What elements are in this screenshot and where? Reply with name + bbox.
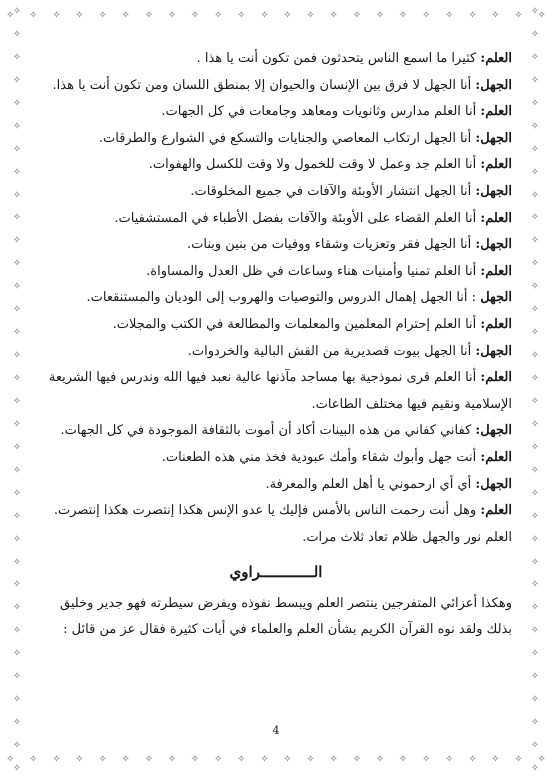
border-right [528, 6, 542, 774]
border-ornament-icon: ✧ [12, 464, 22, 476]
dialogue-text: أنا العلم إحترام المعلمين والمعلمات والمطالعة في الكتب والمجلات. [112, 316, 481, 332]
border-ornament-icon: ✧ [12, 212, 22, 224]
speaker-label: العلم: [480, 370, 512, 386]
border-ornament-icon: ✧ [530, 189, 540, 201]
border-ornament-icon: ✧ [329, 10, 338, 21]
border-ornament-icon: ✧ [530, 464, 540, 476]
border-ornament-icon: ✧ [352, 10, 362, 21]
border-ornament-icon: ✧ [329, 754, 338, 765]
border-ornament-icon: ✧ [530, 327, 540, 339]
border-ornament-icon: ✧ [237, 10, 246, 21]
border-ornament-icon: ✧ [12, 143, 22, 155]
dialogue-line [40, 152, 512, 179]
border-ornament-icon: ✧ [12, 694, 22, 706]
border-ornament-icon: ✧ [530, 28, 540, 40]
border-ornament-icon: ✧ [190, 10, 200, 21]
dialogue-line [40, 498, 512, 525]
border-ornament-icon: ✧ [530, 395, 540, 407]
border-ornament-icon: ✧ [530, 212, 540, 224]
dialogue-line [40, 418, 512, 445]
border-ornament-icon: ✧ [12, 258, 22, 270]
border-bottom [6, 754, 546, 770]
border-ornament-icon: ✧ [530, 671, 540, 683]
border-ornament-icon: ✧ [12, 762, 22, 774]
border-ornament-icon: ✧ [530, 694, 540, 706]
border-ornament-icon: ✧ [52, 754, 61, 765]
border-ornament-icon: ✧ [213, 10, 223, 21]
border-ornament-icon: ✧ [237, 754, 246, 765]
border-ornament-icon: ✧ [12, 28, 22, 40]
page-number: 4 [272, 724, 280, 737]
border-ornament-icon: ✧ [530, 373, 540, 384]
speaker-label: الجهل: [475, 237, 512, 253]
speaker-label: الجهل: [475, 343, 512, 359]
border-ornament-icon: ✧ [283, 10, 292, 21]
speaker-label: العلم: [480, 104, 512, 120]
dialogue-text: وهل أنت رحمت الناس بالأمس فإليك يا عدو الإنس هكذا إنتصرت هكذا إنتصرت. [53, 503, 481, 519]
border-ornament-icon: ✧ [530, 579, 540, 591]
border-ornament-icon: ✧ [12, 487, 22, 499]
border-ornament-icon: ✧ [260, 10, 269, 21]
dialogue-text: كثيرا ما اسمع الناس يتحدثون فمن تكون أنت يا هذا . [196, 51, 481, 66]
border-ornament-icon: ✧ [12, 602, 22, 614]
dialogue-text: أنا العلم القضاء على الأوبئة والآفات بفضل الأطباء في المستشفيات. [114, 210, 481, 226]
border-ornament-icon: ✧ [12, 97, 22, 109]
dialogue-text: أنا الجهل بيوت قصديرية من القش البالية والخردوات. [187, 343, 476, 359]
dialogue-text: أنا الجهل انتشار الأوبئة والآفات في جميع المخلوقات. [190, 183, 476, 199]
border-ornament-icon: ✧ [306, 754, 315, 765]
border-ornament-icon: ✧ [12, 120, 22, 132]
speaker-label: العلم: [480, 263, 512, 279]
border-ornament-icon: ✧ [12, 51, 22, 63]
border-ornament-icon: ✧ [530, 533, 540, 545]
dialogue-line [40, 73, 512, 100]
speaker-label: العلم: [480, 503, 512, 519]
border-ornament-icon: ✧ [6, 10, 15, 21]
dialogue-text: أي أي ارحموني يا أهل العلم والمعرفة. [265, 476, 476, 492]
dialogue-text: أنا الجهل ارتكاب المعاصي والجنايات والتسكع في الشوارع والطرقات. [98, 130, 476, 146]
border-ornament-icon: ✧ [283, 754, 292, 765]
narrator-line: وهكذا أعزائي المتفرجين ينتصر العلم ويبسط نفوذه ويفرض سيطرته فهو جدير وخليق [60, 596, 512, 612]
border-ornament-icon: ✧ [98, 754, 107, 765]
dialogue-text: أنت جهل وأبوك شقاء وأمك عبودية فخذ مني هذه الطعنات. [161, 449, 481, 465]
border-ornament-icon: ✧ [445, 10, 454, 21]
border-ornament-icon: ✧ [12, 166, 22, 178]
border-ornament-icon: ✧ [530, 74, 540, 86]
border-ornament-icon: ✧ [12, 441, 22, 453]
border-ornament-icon: ✧ [530, 717, 540, 729]
border-ornament-icon: ✧ [352, 754, 362, 765]
border-ornament-icon: ✧ [306, 10, 315, 21]
border-ornament-icon: ✧ [530, 143, 540, 155]
border-ornament-icon: ✧ [514, 10, 523, 21]
dialogue-line [40, 206, 512, 233]
dialogue-text: أنا العلم مدارس وثانويات ومعاهد وجامعات في كل الجهات. [161, 104, 481, 120]
border-ornament-icon: ✧ [144, 754, 154, 765]
border-ornament-icon: ✧ [12, 373, 22, 384]
narrator-heading: الــــــــــــراوي [229, 563, 323, 582]
border-ornament-icon: ✧ [491, 754, 500, 765]
border-ornament-icon: ✧ [375, 754, 385, 765]
dialogue-text: أنا العلم تمنيا وأمنيات هناء وساعات في ظل العدل والمساواة. [146, 263, 481, 279]
border-ornament-icon: ✧ [530, 762, 540, 774]
border-ornament-icon: ✧ [12, 6, 22, 17]
dialogue-text: العلم نور والجهل ظلام تعاد ثلاث مرات. [302, 529, 512, 545]
speaker-label: العلم: [480, 51, 512, 66]
dialogue-line [40, 472, 512, 499]
border-ornament-icon: ✧ [167, 10, 177, 21]
border-ornament-icon: ✧ [121, 10, 130, 21]
border-ornament-icon: ✧ [537, 10, 546, 21]
border-ornament-icon: ✧ [530, 120, 540, 132]
speaker-label: الجهل: [475, 77, 512, 93]
border-ornament-icon: ✧ [12, 235, 22, 247]
dialogue-line [40, 232, 512, 259]
border-ornament-icon: ✧ [12, 671, 22, 683]
border-ornament-icon: ✧ [530, 281, 540, 293]
border-ornament-icon: ✧ [98, 10, 107, 21]
dialogue-line [40, 525, 512, 552]
border-ornament-icon: ✧ [468, 754, 477, 765]
dialogue-line [40, 46, 512, 73]
speaker-label: العلم: [480, 210, 512, 226]
border-ornament-icon: ✧ [491, 10, 500, 21]
border-ornament-icon: ✧ [12, 556, 22, 568]
border-ornament-icon: ✧ [75, 10, 84, 21]
dialogue-line [40, 259, 512, 286]
speaker-label: العلم: [480, 157, 512, 173]
border-ornament-icon: ✧ [12, 579, 22, 591]
border-ornament-icon: ✧ [12, 350, 22, 362]
border-ornament-icon: ✧ [530, 304, 540, 316]
border-ornament-icon: ✧ [537, 754, 546, 765]
border-ornament-icon: ✧ [12, 189, 22, 201]
dialogue-line [40, 445, 512, 472]
border-ornament-icon: ✧ [6, 754, 15, 765]
border-ornament-icon: ✧ [12, 533, 22, 545]
border-ornament-icon: ✧ [12, 648, 22, 660]
border-ornament-icon: ✧ [530, 441, 540, 453]
dialogue-text: : أنا الجهل إهمال الدروس والتوصيات والهروب إلى الوديان والمستنقعات. [86, 290, 481, 306]
border-ornament-icon: ✧ [260, 754, 269, 765]
border-top [6, 10, 546, 26]
border-ornament-icon: ✧ [12, 304, 22, 316]
border-ornament-icon: ✧ [530, 556, 540, 568]
speaker-label: العلم: [480, 449, 512, 465]
border-ornament-icon: ✧ [12, 418, 22, 430]
border-ornament-icon: ✧ [12, 327, 22, 339]
border-ornament-icon: ✧ [144, 10, 154, 21]
border-ornament-icon: ✧ [530, 258, 540, 270]
border-ornament-icon: ✧ [12, 281, 22, 293]
border-ornament-icon: ✧ [12, 625, 22, 637]
speaker-label: الجهل: [475, 476, 512, 492]
border-ornament-icon: ✧ [213, 754, 223, 765]
border-ornament-icon: ✧ [530, 740, 540, 751]
border-ornament-icon: ✧ [530, 625, 540, 637]
border-ornament-icon: ✧ [421, 10, 431, 21]
border-ornament-icon: ✧ [530, 602, 540, 614]
dialogue-text: أنا العلم قرى نموذجية بها مساجد مآذنها عالية نعبد فيها الله وندرس فيها الشريعة الإسلامية ونقيم فيها مختلف الطاعات. [48, 370, 512, 412]
border-ornament-icon: ✧ [375, 10, 385, 21]
dialogue-line [40, 99, 512, 126]
border-ornament-icon: ✧ [190, 754, 200, 765]
dialogue-line [40, 179, 512, 206]
speaker-label: الجهل: [475, 423, 512, 439]
speaker-label: الجهل: [475, 183, 512, 199]
border-ornament-icon: ✧ [445, 754, 454, 765]
border-ornament-icon: ✧ [468, 10, 477, 21]
border-ornament-icon: ✧ [29, 754, 38, 765]
dialogue-text: كفاني كفاني من هذه البينات أكاد أن أموت بالثقافة الموجودة في كل الجهات. [60, 423, 476, 439]
border-ornament-icon: ✧ [167, 754, 177, 765]
border-ornament-icon: ✧ [12, 717, 22, 729]
border-ornament-icon: ✧ [514, 754, 523, 765]
border-ornament-icon: ✧ [12, 395, 22, 407]
dialogue-section [40, 46, 512, 551]
border-ornament-icon: ✧ [530, 350, 540, 362]
border-ornament-icon: ✧ [530, 97, 540, 109]
border-ornament-icon: ✧ [530, 166, 540, 178]
narrator-line: بذلك ولقد نوه القرآن الكريم بشأن العلم والعلماء في أيات كثيرة فقال عز من قائل : [63, 622, 512, 638]
border-ornament-icon: ✧ [398, 754, 408, 765]
border-ornament-icon: ✧ [530, 510, 540, 522]
border-ornament-icon: ✧ [530, 51, 540, 63]
border-ornament-icon: ✧ [530, 6, 540, 17]
dialogue-line [40, 365, 512, 418]
speaker-label: الجهل: [475, 130, 512, 146]
border-ornament-icon: ✧ [530, 235, 540, 247]
speaker-label: العلم: [480, 316, 512, 332]
border-ornament-icon: ✧ [530, 487, 540, 499]
dialogue-text: أنا الجهل فقر وتعزيات وشقاء ووفيات من بنين وبنات. [187, 237, 476, 253]
border-ornament-icon: ✧ [12, 510, 22, 522]
border-ornament-icon: ✧ [421, 754, 431, 765]
dialogue-line [40, 126, 512, 153]
border-ornament-icon: ✧ [75, 754, 84, 765]
border-ornament-icon: ✧ [12, 740, 22, 751]
border-ornament-icon: ✧ [530, 648, 540, 660]
border-ornament-icon: ✧ [12, 74, 22, 86]
dialogue-text: أنا العلم جد وعمل لا وقت للخمول ولا وقت للكسل والهفوات. [148, 157, 481, 173]
dialogue-text: أنا الجهل لا فرق بين الإنسان والحيوان إلا بمنطق اللسان ومن تكون أنت يا هذا. [52, 77, 476, 93]
dialogue-line [40, 285, 512, 312]
speaker-label: الجهل [480, 290, 512, 306]
page-content [40, 46, 512, 643]
dialogue-line [40, 312, 512, 339]
border-ornament-icon: ✧ [52, 10, 61, 21]
dialogue-line [40, 339, 512, 366]
border-left [10, 6, 24, 774]
border-ornament-icon: ✧ [398, 10, 408, 21]
border-ornament-icon: ✧ [121, 754, 130, 765]
border-ornament-icon: ✧ [29, 10, 38, 21]
border-ornament-icon: ✧ [530, 418, 540, 430]
